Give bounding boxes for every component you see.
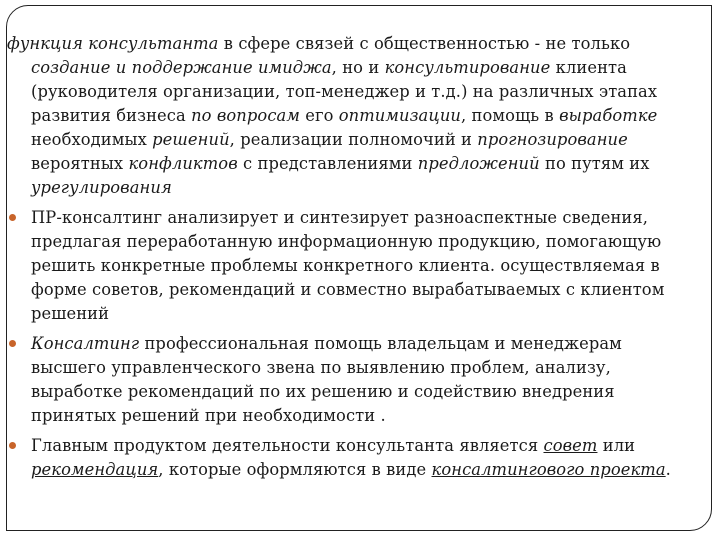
bullet-icon [9, 340, 16, 347]
text-segment: . [665, 460, 671, 479]
bullet-paragraph [7, 434, 712, 482]
text-segment: высшего управленческого звена по выявлению проблем, анализу, [31, 358, 611, 377]
underlined-term: рекомендация [31, 460, 159, 479]
text-segment: по путям их [539, 154, 650, 173]
bullet-icon [9, 214, 16, 221]
text-line [7, 356, 712, 380]
text-segment: или [597, 436, 636, 455]
bullet-icon [9, 442, 16, 449]
text-segment: с представлениями [237, 154, 418, 173]
italic-term: оптимизации [338, 106, 461, 125]
text-segment: , которые оформляются в виде [158, 460, 432, 479]
text-line [7, 206, 712, 230]
text-line [7, 32, 712, 56]
text-line [7, 404, 712, 428]
text-segment: , реализации полномочий и [229, 130, 478, 149]
text-line [7, 254, 712, 278]
text-segment: профессиональная помощь владельцам и менеджерам [139, 334, 622, 353]
text-segment: ПР-консалтинг анализирует и синтезирует разноаспектные сведения, [31, 208, 649, 227]
italic-term: конфликтов [128, 154, 238, 173]
text-line [7, 380, 712, 404]
italic-term: создание и поддержание имиджа [31, 58, 332, 77]
text-segment: предлагая переработанную информационную продукцию, помогающую [31, 232, 662, 251]
text-line [7, 56, 712, 80]
text-segment: решить конкретные проблемы конкретного клиента. осуществляемая в [31, 256, 660, 275]
text-segment: форме советов, рекомендаций и совместно вырабатываемых с клиентом [31, 280, 665, 299]
italic-term: Консалтинг [31, 334, 140, 353]
italic-term: урегулирования [31, 178, 172, 197]
text-line [7, 302, 712, 326]
text-segment: вероятных [31, 154, 129, 173]
text-line [7, 458, 712, 482]
text-segment: решений [31, 304, 110, 323]
text-line [7, 128, 712, 152]
text-line [7, 230, 712, 254]
bullet-paragraph [7, 332, 712, 428]
text-line [7, 434, 712, 458]
slide-content [7, 32, 712, 482]
text-segment: клиента [550, 58, 627, 77]
text-segment: Главным продуктом деятельности консультанта является [31, 436, 544, 455]
text-segment: , но и [331, 58, 385, 77]
text-segment: его [299, 106, 339, 125]
italic-term: функция консультанта [7, 34, 219, 53]
italic-term: прогнозирование [477, 130, 628, 149]
italic-term: консультирование [384, 58, 551, 77]
bullet-paragraph [7, 206, 712, 326]
text-segment: , помощь в [461, 106, 560, 125]
text-line [7, 80, 712, 104]
text-segment: принятых решений при необходимости . [31, 406, 386, 425]
text-segment: выработке рекомендаций по их решению и содействию внедрения [31, 382, 615, 401]
text-segment: развития бизнеса [31, 106, 192, 125]
text-segment: (руководителя организации, топ-менеджер и т.д.) на различных этапах [31, 82, 658, 101]
text-line [7, 176, 712, 200]
text-line [7, 104, 712, 128]
underlined-term: совет [543, 436, 598, 455]
underlined-term: консалтингового проекта [431, 460, 666, 479]
text-segment: в сфере связей с общественностью - не только [218, 34, 631, 53]
text-line [7, 332, 712, 356]
italic-term: выработке [559, 106, 658, 125]
italic-term: по вопросам [191, 106, 300, 125]
text-line [7, 278, 712, 302]
italic-term: предложений [417, 154, 540, 173]
text-line [7, 152, 712, 176]
italic-term: решений [152, 130, 230, 149]
intro-paragraph [7, 32, 712, 200]
text-segment: необходимых [31, 130, 153, 149]
